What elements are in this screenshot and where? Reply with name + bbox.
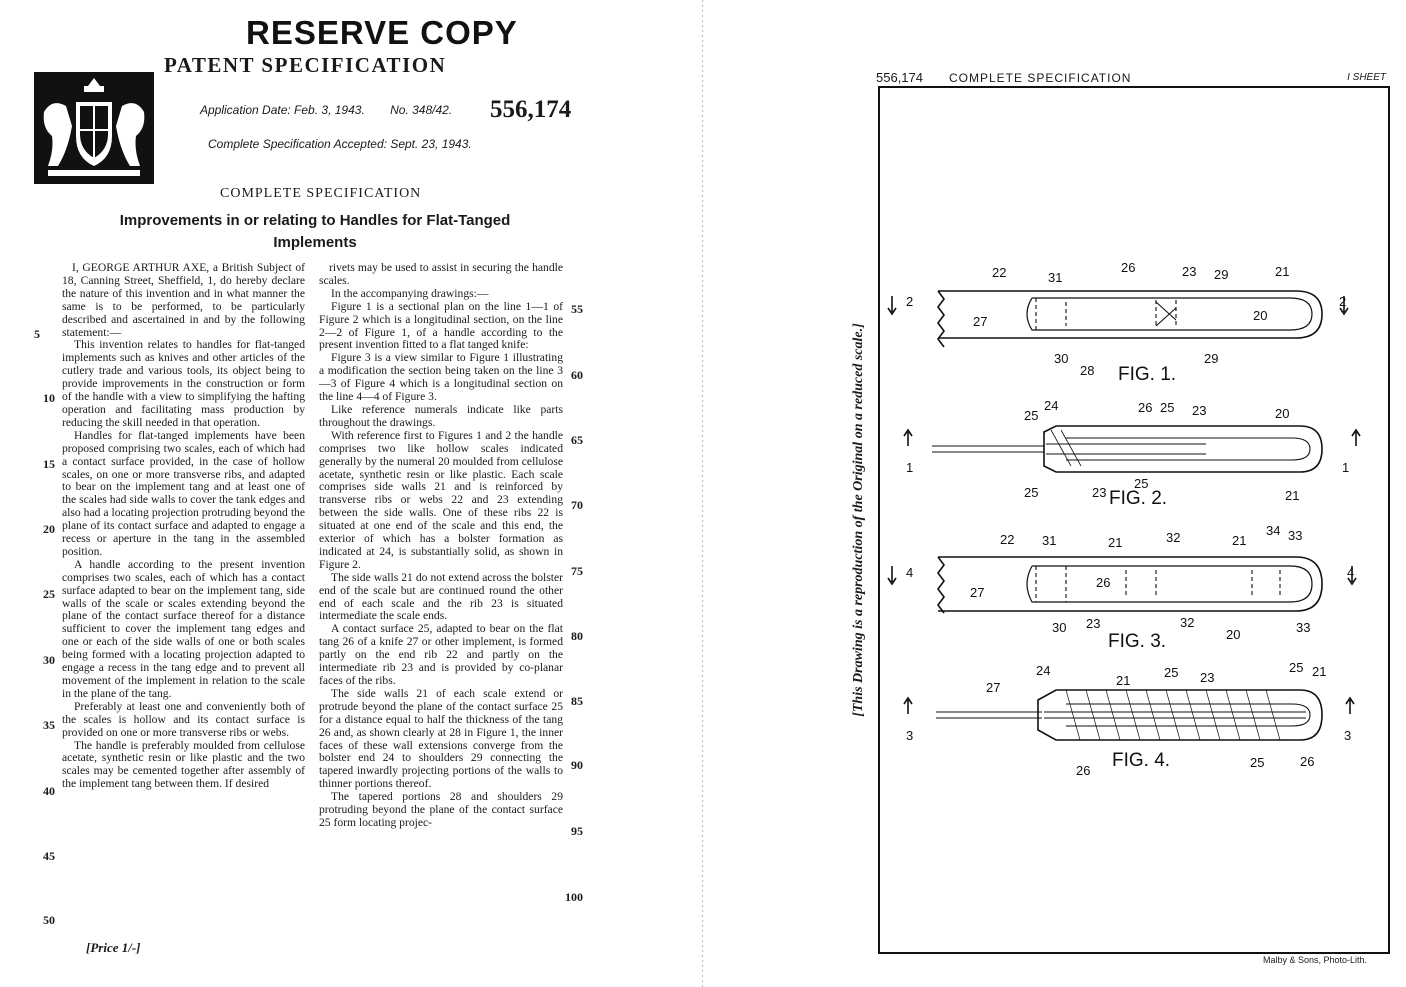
line-number: 85 xyxy=(571,694,583,708)
svg-text:27: 27 xyxy=(973,314,988,329)
svg-text:1: 1 xyxy=(906,460,914,475)
svg-text:34: 34 xyxy=(1266,523,1281,538)
price: [Price 1/-] xyxy=(86,940,141,955)
svg-text:27: 27 xyxy=(970,585,985,600)
line-number: 5 xyxy=(34,327,40,341)
line-number: 70 xyxy=(571,498,583,512)
reduced-scale-note: [This Drawing is a reproduction of the Original on a reduced scale.] xyxy=(851,323,866,717)
line-number: 95 xyxy=(571,824,583,838)
svg-text:32: 32 xyxy=(1166,530,1181,545)
svg-text:2: 2 xyxy=(1339,294,1347,309)
figure-1 xyxy=(888,260,1348,385)
title-line-2: Implements xyxy=(273,234,357,251)
svg-text:1: 1 xyxy=(1342,460,1350,475)
svg-text:23: 23 xyxy=(1200,670,1215,685)
reserve-copy-stamp: RESERVE COPY xyxy=(246,14,518,51)
line-number: 55 xyxy=(571,302,583,316)
paragraph: Figure 3 is a view similar to Figure 1 illustrating a modification the section being taken on the line 3—3 of Figure 4 which is a longitudinal section on the line 4—4 of Figure 3. xyxy=(319,351,563,404)
line-number: 50 xyxy=(43,913,55,927)
figure-4 xyxy=(904,660,1354,778)
line-number: 60 xyxy=(571,368,583,382)
sheet-count: I SHEET xyxy=(1347,72,1386,83)
text-column-left xyxy=(62,262,305,791)
svg-text:33: 33 xyxy=(1296,620,1311,635)
paragraph: A handle according to the present invention comprises two scales, each of which has a contact surface adapted to bear on the implement tang, side walls of the scale or scales extending beyond the plane of the contact surface thereof for a distance sufficient to cover the implement tang edges and one or each of the side walls of one or both scales being formed with a locating projection adapted to engage a recess in the tang edge and to prevent all movement of the implement in relation to the scale in the plane of the tang. xyxy=(62,557,305,700)
line-number: 100 xyxy=(565,890,583,904)
line-number: 35 xyxy=(43,718,55,732)
svg-text:25: 25 xyxy=(1289,660,1304,675)
text-column-right xyxy=(319,262,563,830)
fig-2-label: FIG. 2. xyxy=(1109,488,1168,509)
paragraph: The handle is preferably moulded from cellulose acetate, synthetic resin or like plastic and the two scales may be cemented together after assembly of the implement tang between them. If desired xyxy=(62,738,305,791)
svg-text:3: 3 xyxy=(1344,728,1352,743)
fig-3-label: FIG. 3. xyxy=(1108,631,1167,652)
paragraph: Figure 1 is a sectional plan on the line 1—1 of Figure 2 which is a longitudinal section, on the line 2—2 of Figure 1, of a handle according to the present invention fitted to a flat tanged knife: xyxy=(319,299,563,352)
royal-crest-icon xyxy=(34,72,154,184)
line-number: 30 xyxy=(43,653,55,667)
line-number: 20 xyxy=(43,522,55,536)
svg-text:21: 21 xyxy=(1275,264,1290,279)
svg-text:25: 25 xyxy=(1024,408,1039,423)
svg-text:4: 4 xyxy=(1347,565,1355,580)
svg-text:23: 23 xyxy=(1192,403,1207,418)
svg-text:26: 26 xyxy=(1121,260,1136,275)
fig-1-label: FIG. 1. xyxy=(1118,364,1177,385)
paragraph: Preferably at least one and conveniently both of the scales is hollow and its contact surface is provided on one or more transverse ribs or webs. xyxy=(62,699,305,739)
printer-credit: Malby & Sons, Photo-Lith. xyxy=(1263,955,1368,965)
svg-text:3: 3 xyxy=(906,728,914,743)
fig-4-label: FIG. 4. xyxy=(1112,750,1171,771)
figure-2 xyxy=(904,398,1360,509)
svg-text:30: 30 xyxy=(1054,351,1069,366)
svg-text:21: 21 xyxy=(1116,673,1131,688)
document-title xyxy=(100,210,530,254)
svg-text:20: 20 xyxy=(1275,406,1290,421)
patent-spec-heading: PATENT SPECIFICATION xyxy=(164,53,447,77)
line-number: 15 xyxy=(43,457,55,471)
svg-text:28: 28 xyxy=(1080,363,1095,378)
paragraph: The side walls 21 do not extend across the bolster end of the scale but are continued round the other end of each scale and the rib 23 is situated intermediate the scale ends. xyxy=(319,570,563,623)
line-number: 45 xyxy=(43,849,55,863)
line-number: 25 xyxy=(43,587,55,601)
accepted-date: Complete Specification Accepted: Sept. 23, 1943. xyxy=(208,137,472,151)
svg-text:26: 26 xyxy=(1300,754,1315,769)
svg-text:31: 31 xyxy=(1042,533,1057,548)
paragraph: I, GEORGE ARTHUR AXE, a British Subject of 18, Canning Street, Sheffield, 1, do hereby declare the nature of this invention and in what manner the same is to be performed, to be particularly described and ascertained in and by the following statement:— xyxy=(62,261,305,339)
svg-text:21: 21 xyxy=(1108,535,1123,550)
left-page xyxy=(0,0,700,987)
svg-text:25: 25 xyxy=(1164,665,1179,680)
svg-text:29: 29 xyxy=(1204,351,1219,366)
svg-text:2: 2 xyxy=(906,294,914,309)
line-number: 75 xyxy=(571,564,583,578)
title-line-1: Improvements in or relating to Handles for Flat-Tanged xyxy=(119,212,511,229)
line-number: 40 xyxy=(43,784,55,798)
patent-number: 556,174 xyxy=(490,96,572,123)
svg-text:26: 26 xyxy=(1096,575,1111,590)
patent-drawings xyxy=(706,0,1406,987)
svg-text:25: 25 xyxy=(1134,476,1149,491)
svg-text:4: 4 xyxy=(906,565,914,580)
svg-text:26: 26 xyxy=(1076,763,1091,778)
line-number: 65 xyxy=(571,433,583,447)
svg-text:29: 29 xyxy=(1214,267,1229,282)
paragraph: The side walls 21 of each scale extend or protrude beyond the plane of the contact surface 25 for a distance equal to half the thickness of the tang 26 and, as shown clearly at 28 in Figure 1, the inner faces of these wall extensions converge from the bolster end 24 to shoulders 29 connecting the tapered inwardly projecting portions of the walls to thinner portions thereof. xyxy=(319,686,563,791)
svg-text:22: 22 xyxy=(992,265,1007,280)
svg-text:24: 24 xyxy=(1036,663,1051,678)
paragraph: With reference first to Figures 1 and 2 the handle comprises two like hollow scales indicated generally by the numeral 20 moulded from cellulose acetate, synthetic resin or like plastic. Each scale comprises side walls 21 and is reinforced by transverse ribs or webs 22 and 23 extending between the side walls. One of these ribs 22 is situated at one end of the scale and this end, the exterior of which has a bolster formation as indicated at 24, is substantially solid, as shown in Figure 2. xyxy=(319,428,563,571)
svg-text:25: 25 xyxy=(1024,485,1039,500)
line-number: 80 xyxy=(571,629,583,643)
paragraph: Like reference numerals indicate like parts throughout the drawings. xyxy=(319,402,563,429)
application-line xyxy=(200,103,474,117)
svg-text:33: 33 xyxy=(1288,528,1303,543)
line-number: 10 xyxy=(43,391,55,405)
svg-text:24: 24 xyxy=(1044,398,1059,413)
right-page xyxy=(706,0,1406,987)
figure-3 xyxy=(888,523,1356,652)
svg-text:23: 23 xyxy=(1086,616,1101,631)
paragraph: In the accompanying drawings:— xyxy=(331,286,489,300)
sheet-title: COMPLETE SPECIFICATION xyxy=(949,71,1132,85)
application-date: Application Date: Feb. 3, 1943. xyxy=(200,103,365,117)
svg-text:21: 21 xyxy=(1285,488,1300,503)
paragraph: Handles for flat-tanged implements have been proposed comprising two scales, each of which had a contact surface provided, in the case of hollow scales, on one or more transverse ribs, and adapted to bear on the implement tang and at least one of the scales had side walls to cover the tank edges and also had a locating projection protruding beyond the plane of its contact surface and adapted to engage a recess or aperture in the tang in the assembled position. xyxy=(62,428,305,558)
paragraph: The tapered portions 28 and shoulders 29 protruding beyond the plane of the contact surface 25 form locating projec- xyxy=(319,790,563,829)
svg-text:20: 20 xyxy=(1226,627,1241,642)
svg-text:22: 22 xyxy=(1000,532,1015,547)
svg-text:26: 26 xyxy=(1138,400,1153,415)
line-number: 90 xyxy=(571,758,583,772)
svg-text:25: 25 xyxy=(1250,755,1265,770)
paragraph: rivets may be used to assist in securing the handle scales. xyxy=(319,261,563,287)
application-number: No. 348/42. xyxy=(390,103,453,117)
complete-spec-heading: COMPLETE SPECIFICATION xyxy=(220,186,422,201)
svg-text:20: 20 xyxy=(1253,308,1268,323)
page-divider xyxy=(702,0,703,987)
svg-text:21: 21 xyxy=(1312,664,1327,679)
sheet-patent-number: 556,174 xyxy=(876,70,923,85)
svg-text:32: 32 xyxy=(1180,615,1195,630)
svg-text:23: 23 xyxy=(1092,485,1107,500)
svg-text:21: 21 xyxy=(1232,533,1247,548)
svg-text:25: 25 xyxy=(1160,400,1175,415)
svg-text:30: 30 xyxy=(1052,620,1067,635)
svg-text:31: 31 xyxy=(1048,270,1063,285)
svg-text:27: 27 xyxy=(986,680,1001,695)
svg-text:23: 23 xyxy=(1182,264,1197,279)
paragraph: This invention relates to handles for flat-tanged implements such as knives and other articles of the cutlery trade and various tools, its object being to provide improvements in the construction or form of the handle with a view to simplifying the hafting operation and facilitating mass production by reducing the skill needed in that operation. xyxy=(62,338,305,429)
paragraph: A contact surface 25, adapted to bear on the flat tang 26 of a knife 27 or other implement, is formed partly on the end rib 22 and partly on the intermediate rib 23 and is provided by co-planar faces of the ribs. xyxy=(319,622,563,687)
